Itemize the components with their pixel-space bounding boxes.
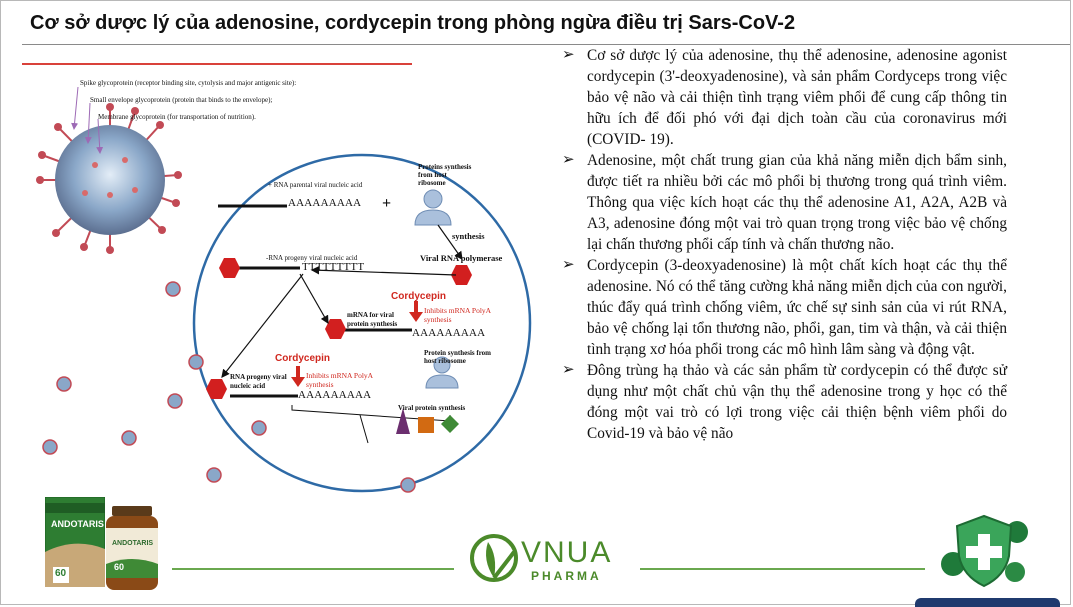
rna-progeny-viral-label: RNA progeny viral nucleic acid xyxy=(230,373,287,390)
slide-title: Cơ sở dược lý của adenosine, cordycepin trong phòng ngừa điều trị Sars-CoV-2 xyxy=(30,12,796,34)
inhibits-polya-label: Inhibits mRNA PolyA synthesis xyxy=(306,371,373,389)
bullet-text: Đông trùng hạ thảo và các sản phẩm từ cordycepin có thể được sử dụng như một chất chủ vận thụ thể adenosine trong y học có thể đóng một vai trò có lợi trong việc cải thiện bệnh viêm phổi do Covid-19 và bảo vệ não xyxy=(587,362,1007,442)
bottom-accent-bar xyxy=(915,598,1060,607)
bullet-arrow-icon: ➢ xyxy=(562,362,575,378)
poly-a-sequence: AAAAAAAAA xyxy=(298,389,372,401)
product-bottle-icon xyxy=(106,506,158,590)
bullet-arrow-icon: ➢ xyxy=(562,257,575,273)
protein-synthesis-host-label: Protein synthesis from host ribosome xyxy=(424,349,492,365)
mrna-viral-protein-label: mRNA for viral protein synthesis xyxy=(347,311,398,328)
bottle-brand-label: ANDOTARIS xyxy=(112,540,154,547)
product-box-image xyxy=(45,497,105,587)
cordycepin-label: Cordycepin xyxy=(391,291,447,302)
hexagon-icon xyxy=(219,258,240,278)
bullet-arrow-icon: ➢ xyxy=(562,47,575,63)
bullet-text: Cơ sở dược lý của adenosine, thụ thể adenosine, adenosine agonist cordycepin (3'-deoxyadenosine), và sản phẩm Cordyceps trong việc bảo vệ não và cải thiện tình trạng viêm phổi để cung cấp thông tin hữu ích để đối phó với đại dịch toàn cầu của coronavirus mới (COVID- 19). xyxy=(587,47,1007,148)
square-icon xyxy=(418,417,434,433)
rna-parental-label: + RNA parental viral nucleic acid xyxy=(268,181,363,189)
replication-diagram xyxy=(0,65,560,515)
bullet-item xyxy=(562,255,1007,360)
viral-rna-polymerase-label: Viral RNA polymerase xyxy=(420,253,503,263)
bullet-list xyxy=(562,45,1007,444)
product-box-icon xyxy=(45,497,105,587)
envelope-glycoprotein-label: Small envelope glycoprotein (protein that binds to the envelope); xyxy=(90,96,273,104)
shield-cross-icon xyxy=(937,512,1032,590)
bullet-text: Adenosine, một chất trung gian của khả năng miễn dịch bẩm sinh, được tiết ra nhiều bởi các mô phổi bị thương trong quá trình viêm. Thông qua việc kích hoạt các thụ thể adenosine A1, A2A, A2B và A3, adenosine đóng một vai trò quan trọng trong việc bảo vệ chống lại chấn thương phổi cấp tính và chấn thương não. xyxy=(587,152,1007,253)
leaf-logo-icon xyxy=(468,530,520,582)
bullet-item xyxy=(562,150,1007,255)
proteins-synthesis-host-label: Proteins synthesis from host ribosome xyxy=(418,163,472,187)
poly-t-sequence: TTTTTTTTT xyxy=(302,261,365,273)
bullet-arrow-icon: ➢ xyxy=(562,152,575,168)
logo-subtitle: PHARMA xyxy=(531,569,602,583)
product-bottle-number: 60 xyxy=(114,562,125,572)
inhibits-polya-label: Inhibits mRNA PolyA synthesis xyxy=(424,306,491,324)
footer-line-right xyxy=(640,568,925,570)
hexagon-icon xyxy=(325,319,346,339)
product-box-number: 60 xyxy=(55,568,67,579)
bullet-text: Cordycepin (3-deoxyadenosine) là một chất kích hoạt các thụ thể adenosine. Nó có thể tăng cường khả năng miễn dịch của con người, thúc đẩy quá trình chống viêm, ức chế sự sinh sản của vi rút RNA, bảo vệ chống lại tổn thương não, phổi, gan, tim và thận, và cải thiện tình trạng xơ hóa phổi trong các mô hình lâm sàng và động vật. xyxy=(587,257,1007,358)
poly-a-sequence: AAAAAAAAA xyxy=(412,327,486,339)
bullet-item xyxy=(562,360,1007,444)
diagram-graphics xyxy=(0,65,560,515)
logo-name: VNUA xyxy=(521,536,613,569)
product-brand-label: ANDOTARIS xyxy=(51,519,104,529)
rna-progeny-minus-label: -RNA progeny viral nucleic acid xyxy=(266,254,358,262)
product-bottle-image xyxy=(106,506,158,590)
spike-glycoprotein-label: Spike glycoprotein (receptor binding site, cytolysis and major antigenic site): xyxy=(80,79,297,87)
viral-protein-synthesis-label: Viral protein synthesis xyxy=(398,404,466,412)
membrane-glycoprotein-label: Membrane glycoprotein (for transportation of nutrition). xyxy=(98,113,256,121)
cordycepin-label: Cordycepin xyxy=(275,353,331,364)
plus-sign: + xyxy=(382,195,392,212)
diamond-icon xyxy=(441,415,459,433)
hexagon-icon xyxy=(206,379,227,399)
bullet-item xyxy=(562,45,1007,150)
vnua-pharma-logo xyxy=(468,530,648,590)
coronavirus-icon xyxy=(36,103,182,254)
ribosome-icon xyxy=(415,190,451,225)
shield-cross-image xyxy=(937,512,1032,590)
poly-a-sequence: AAAAAAAAA xyxy=(288,197,362,209)
footer-line-left xyxy=(172,568,454,570)
synthesis-label: synthesis xyxy=(452,231,485,241)
